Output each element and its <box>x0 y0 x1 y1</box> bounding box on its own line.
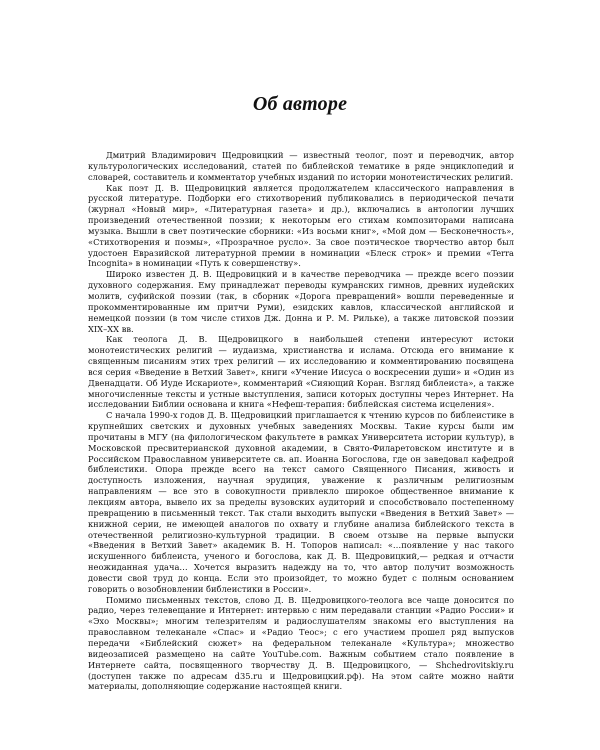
paragraph-lectures: С начала 1990-х годов Д. В. Щедровицкий приглашается к чтению курсов по библеистике в крупнейших светских и духовных учебных заведениях Москвы. Такие курсы были им прочитаны в МГУ (на филологическом факультете в рамках Университета истории культур), в Московской пресвитерианской духовной академии, в Свято-Филаретовском институте и в Российском Православном университете св. ап. Иоанна Богослова, где он заведовал кафедрой библеистики. Опора прежде всего на текст самого Священного Писания, живость и доступность изложения, научная эрудиция, уважение к различным религиозным направлениям — все это в совокупности привлекло широкое общественное внимание к лекциям автора, вывело их за пределы вузовских аудиторий и способствовало постепенному превращению в письменный текст. Так стали выходить выпуски «Введения в Ветхий Завет» — книжной серии, не имеющей аналогов по охвату и глубине анализа библейского текста в отечественной религиозно-культурной традиции. В своем отзыве на первые выпуски «Введения в Ветхий Завет» академик В. Н. Топоров написал: «…появление у нас такого искушенного библеиста, ученого и богослова, как Д. В. Щедровицкий,— редкая и отчасти неожиданная удача… Хочется выразить надежду на то, что автор получит возможность довести свой труд до конца. Если это произойдет, то можно будет с полным основанием говорить о возобновлении библеистики в России». <box>88 410 514 594</box>
paragraph-theologian: Как теолога Д. В. Щедровицкого в наибольшей степени интересуют истоки монотеистических религий — иудаизма, христианства и ислама. Отсюда его внимание к священным писаниям этих трех религий — их исследованию и комментированию посвящена вся серия «Введение в Ветхий Завет», книги «Учение Иисуса о воскресении души» и «Один из Двенадцати. Об Иуде Искариоте», комментарий «Сияющий Коран. Взгляд библеиста», а также многочисленные тексты и устные выступления, записи которых доступны через Интернет. На исследовании Библии основана и книга «Нефеш-терапия: библейская система исцеления». <box>88 334 514 410</box>
paragraph-media: Помимо письменных текстов, слово Д. В. Щедровицкого-теолога все чаще доносится по радио, через телевещание и Интернет: интервью с ним передавали станции «Радио России» и «Эхо Москвы»; многим телезрителям и радиослушателям знакомы его выступления на православном телеканале «Спас» и «Радио Теос»; с его участием прошел ряд выпусков передачи «Библейский сюжет» на федеральном телеканале «Культура»; множество видеозаписей размещено на сайте YouTube.com. Важным событием стало появление в Интернете сайта, посвященного творчеству Д. В. Щедровицкого, — Shchedrovitskiy.ru (доступен также по адресам d35.ru и Щедровицкий.рф). На этом сайте можно найти материалы, дополняющие содержание настоящей книги. <box>88 594 514 692</box>
page-title: Об авторе <box>252 93 348 115</box>
paragraph-poet: Как поэт Д. В. Щедровицкий является продолжателем классического направления в русской литературе. Подборки его стихотворений публиковались в периодической печати (журнал «Новый мир», «Литературная газета» и др.), включались в антологии лучших произведений отечественной поэзии; к некоторым его стихам композиторами написана музыка. Вышли в свет поэтические сборники: «Из восьми книг», «Мой дом — Бесконечность», «Стихотворения и поэмы», «Прозрачное русло». За свое поэтическое творчество автор был удостоен Евразийской литературной премии в номинации «Блеск строк» и премии «Terra Incognita» в номинации «Путь к совершенству». <box>88 182 514 269</box>
paragraph-intro: Дмитрий Владимирович Щедровицкий — известный теолог, поэт и переводчик, автор культурологических исследований, статей по библейской тематике в ряде энциклопедий и словарей, составитель и комментатор учебных изданий по истории монотеистических религий. <box>88 150 514 182</box>
paragraph-translator: Широко известен Д. В. Щедровицкий и в качестве переводчика — прежде всего поэзии духовного содержания. Ему принадлежат переводы кумранских гимнов, древних иудейских молитв, суфийской поэзии (так, в сборник «Дорога превращений» вошли переведенные и прокомментированные им притчи Руми), езидских кавлов, классической английской и немецкой поэзии (в том числе стихов Дж. Донна и Р. М. Рильке), а также литовской поэзии XIX–XX вв. <box>88 269 514 334</box>
article-body <box>88 150 514 692</box>
